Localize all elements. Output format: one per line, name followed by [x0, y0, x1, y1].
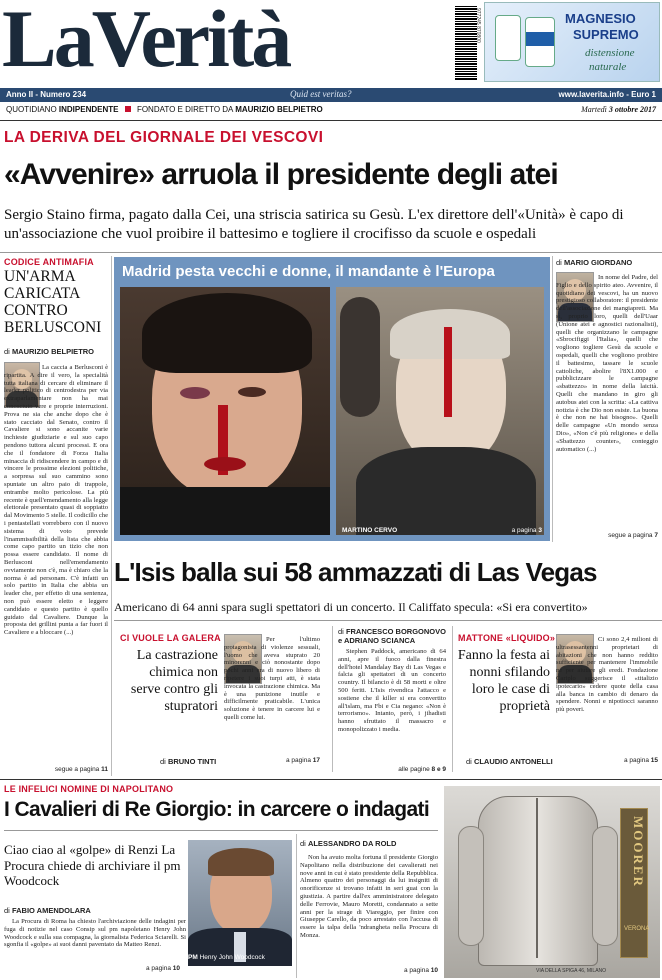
moorer-brand: MOORER — [631, 816, 646, 888]
left-kicker: CODICE ANTIMAFIA — [4, 257, 94, 267]
mattone-byline: di CLAUDIO ANTONELLI — [466, 757, 553, 766]
woodcock-byline: di FABIO AMENDOLARA — [4, 906, 91, 915]
woodcock-seg[interactable]: a pagina 10 — [146, 965, 180, 972]
left-byline: di MAURIZIO BELPIETRO — [4, 347, 95, 356]
ad-line1: MAGNESIO — [565, 11, 636, 26]
ad-line3: distensione — [585, 47, 635, 59]
photo-block — [114, 257, 550, 541]
left-body: La caccia a Berlusconi è ripartita. A dire il vero, la specialità tutta italiana di cercare di eliminare il leader politico di centrodestra per via extraparlamentare non ha mai conosciuto vere e proprie interruzioni. Prova ne sia che anche dopo che è stato cacciato dal Senato, contro il Cavaliere si sono accanite varie inchieste giudiziarie e sul suo capo pendono tuttora alcuni processi. E ora che il fondatore di Forza Italia minaccia di ridiscendere in campo e di vincere le prossime elezioni politiche, a sorpresa sul suo cammino sono spuntate un altro paio di trappole, entrambe molto pericolose. La più recente è quell'emendamento alla legge elettorale presentato quasi di soppiatto dal Movimento 5 stelle. Il codicillo che i pentastellati vorrebbero con il nuovo sistema di voto prevede l'inammissibilità della lista che abbia come capo partito un tizio che non possa essere candidato. Il nome di Berlusconi nell'emendamento ovviamente non c'è, ma è chiaro che la norma è ad personam. C'è infatti un solo partito in Italia che abbia un leader che, per effetto di una sentenza, non può essere eletto e leggere candidato e questo partito è quello guidato dal Cavaliere. Dunque la proposta dei grillini punta a far fuori il Cavaliere e a bloccare (...) — [4, 364, 108, 637]
photo-seg[interactable]: a pagina 3 — [511, 527, 542, 534]
info-bar — [0, 88, 662, 102]
mattone-kicker: MATTONE «LIQUIDO» — [458, 633, 556, 643]
left-headline[interactable]: UN'ARMA CARICATA CONTRO BERLUSCONI — [4, 268, 102, 336]
masthead — [0, 0, 662, 88]
product-jar-icon — [525, 17, 555, 67]
moorer-city: VERONA — [624, 926, 650, 932]
mattone-body: Ci sono 2,4 milioni di ultrasessantenni proprietari di abitazioni che non hanno reddito sufficiente per mantenere l'immobile né per aiutare gli eredi. Fondazione Cariplo suggerisce il «titalizio ipotecario» cedere quote della casa alla banca in cambio di denaro da spendere. Nonni e nipotiocci saranno più poveri. — [556, 636, 658, 714]
red-square-icon — [125, 106, 131, 112]
moorer-footer: VIA DELLA SPIGA 46, MILANO — [536, 968, 607, 974]
woodcock-body: La Procura di Roma ha chiesto l'archiviazione delle indagini per fuga di notizie nel caso Consip sul pm napoletano Henry John Woodcock e sulla sua compagna, la giornalista Federica Sciarelli. Si sgonfia il «golpe» ai suoi danni paventato da Matteo Renzi. — [4, 918, 186, 949]
galera-kicker: CI VUOLE LA GALERA — [120, 633, 221, 643]
vegas-body: Stephen Paddock, americano di 64 anni, apre il fuoco dalla finestra dell'hotel Mandalay Bay di Las Vegas e falcia gli spettatori di un concerto country. Il bilancio è di 58 morti e oltre 500 feriti. L'Isis rivendica l'attacco e sostiene che il killer si era convertito all'islam, ma Fbi e Cia negano: «Non è terrorismo». Intanto, però, i jihadisti hanno sfruttato il massacro e monopolizzato i media. — [338, 648, 446, 733]
left-seg[interactable]: segue a pagina 11 — [54, 766, 108, 773]
woodcock-caption: PM Henry John Woodcock — [188, 954, 265, 961]
injured-woman-photo — [120, 287, 330, 535]
ad-line4: naturale — [589, 61, 627, 73]
issue-number: Anno II - Numero 234 — [6, 90, 87, 99]
right-byline: di MARIO GIORDANO — [556, 258, 633, 267]
napolitano-body: Non ha avuto molta fortuna il presidente Giorgio Napolitano nella distribuzione dei cavalierati nei nove anni in cui è stato presidente della Repubblica. Almeno quattro dei personaggi da lui insigniti di onorificenze si trovano infatti in seri guai con la giustizia. A partire dall'ex amministratore delegato delle Ferrovie, Mauro Moretti, condannato a sette anni per la strage di Viareggio, per finire con Giuseppe Carello, da poco arrestato con l'accusa di essere la talpa della 'ndrangheta nella Procura di Monza. — [300, 854, 438, 939]
barcode — [455, 6, 477, 80]
right-seg[interactable]: segue a pagina 7 — [608, 532, 658, 539]
coat-icon — [478, 796, 598, 966]
mattone-headline[interactable]: Fanno la festa ai nonni sfilando loro le case di proprietà — [457, 648, 550, 714]
date: Martedì 3 ottobre 2017 — [581, 105, 656, 114]
independent-label: INDIPENDENTE — [58, 105, 119, 114]
photo-credit: MARTINO CERVO — [342, 527, 398, 534]
ad-magnesio[interactable] — [484, 2, 660, 82]
napolitano-headline[interactable]: I Cavalieri di Re Giorgio: in carcere o indagati — [4, 798, 430, 821]
mattone-seg[interactable]: a pagina 15 — [624, 757, 658, 764]
director-name: MAURIZIO BELPIETRO — [235, 105, 323, 114]
injured-elderly-photo — [336, 287, 544, 535]
ad-line2: SUPREMO — [573, 27, 639, 42]
ad-moorer[interactable] — [444, 786, 660, 978]
photo-headline[interactable]: Madrid pesta vecchi e donne, il mandante è l'Europa — [122, 263, 495, 280]
napolitano-byline: di ALESSANDRO DA ROLD — [300, 839, 397, 848]
sub-masthead — [6, 105, 656, 119]
isis-deck: Americano di 64 anni spara sugli spettatori di un concerto. Il Califfato specula: «Si era convertito» — [114, 600, 588, 614]
galera-headline[interactable]: La castrazione chimica non serve contro gli stupratori — [130, 648, 218, 714]
lead-kicker: LA DERIVA DEL GIORNALE DEI VESCOVI — [4, 129, 324, 146]
vegas-byline: di FRANCESCO BORGONOVO e ADRIANO SCIANCA — [338, 627, 446, 645]
woodcock-photo — [188, 840, 292, 966]
woodcock-headline[interactable]: Ciao ciao al «golpe» di Renzi La Procura chiede di archiviare il pm Woodcock — [4, 842, 181, 888]
daily-label: QUOTIDIANO — [6, 105, 57, 114]
vegas-seg[interactable]: alle pagine 8 e 9 — [398, 766, 446, 773]
galera-seg[interactable]: a pagina 17 — [286, 757, 320, 764]
motto: Quid est veritas? — [290, 89, 352, 99]
right-body: In nome del Padre, del Figlio e dello spirito ateo. Avvenire, il quotidiano dei vescovi, ha un nuovo prestigioso collaboratore: il presidente dell'associazione dei mangiapreti. Ma sì, proprio loro, quelli dell'Uaar (Unione atei e agnostici razionalisti), quelli che organizzano le campagne «Sbrocifiggi l'Italia», quelli che vogliono togliere Gesù da scuole e ospedali, quelli che vogliono proibire il battesimo, tassare le scuole cattoliche, abolire l'8X1.000 e pubblicizzare le campagne «sbattezzo» in nome della laicità. Quelli che mandano in giro gli autobus atei con la scritta: «La cattiva notizia è che Dio non esiste. La buona è che non ne hai bisogno». Quelli delle campagne «Un mondo senza Dio», «Non c'è più religione» e della «Sbattezzo counter», conteggio automatico (...) — [556, 274, 658, 453]
napolitano-kicker: LE INFELICI NOMINE DI NAPOLITANO — [4, 784, 174, 794]
galera-body: Per l'ultimo protagonista di violenze sessuali, l'uomo che aveva stuprato 20 minorenni e ciò nonostante dopo pochi anni era di nuovo libero di ripetere i suoi turpi atti, è stata invocata la castrazione chimica. Ma è una punizione inutile e difficilmente praticabile. L'unica soluzione è tenere in carcere lui e quelli come lui. — [224, 636, 320, 721]
masthead-title: LaVerità — [2, 0, 290, 84]
napolitano-seg[interactable]: a pagina 10 — [404, 967, 438, 974]
product-jar-icon — [495, 15, 521, 61]
galera-byline: di BRUNO TINTI — [160, 757, 217, 766]
website[interactable]: www.laverita.info - Euro 1 — [558, 90, 656, 99]
lead-headline[interactable]: «Avvenire» arruola il presidente degli atei — [4, 158, 558, 191]
isis-headline[interactable]: L'Isis balla sui 58 ammazzati di Las Vegas — [114, 557, 597, 587]
founded-label: FONDATO E DIRETTO DA — [136, 105, 233, 114]
lead-deck: Sergio Staino firma, pagato dalla Cei, una striscia satirica su Gesù. L'ex direttore dell'«Unità» è capo di un'associazione che vuol proibire il battesimo e togliere il crocifisso da scuole e ospedali — [4, 207, 624, 242]
barcode-number: 977245 870800 — [475, 8, 481, 43]
